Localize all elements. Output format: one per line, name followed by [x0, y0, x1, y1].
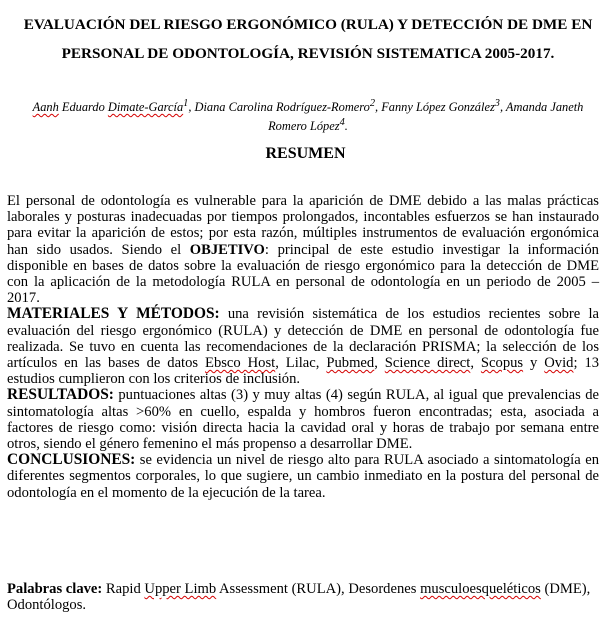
author-name: , Amanda Janeth Romero López: [268, 100, 584, 134]
methods-label: MATERIALES Y MÉTODOS:: [7, 305, 220, 323]
author-affiliation-mark: 4: [339, 117, 345, 129]
keywords-text: Rapid: [102, 581, 145, 597]
database-separator: ,: [374, 355, 385, 372]
conclusions-text: se evidencia un nivel de riesgo alto para RULA asociado a sintomatología en diferentes segmentos corporales, lo que sugiere, un cambio inmediato en la postura del personal de odontología en el momento de la ejecución de la tarea.: [7, 452, 599, 501]
database-name: Science direct: [384, 355, 471, 372]
methods-paragraph: [7, 306, 599, 387]
database-name: Ovid: [544, 355, 574, 372]
results-label: RESULTADOS:: [7, 386, 114, 404]
database-separator: ,: [470, 355, 481, 372]
author-surname: Dimate-García: [107, 100, 184, 115]
conclusions-paragraph: [7, 452, 599, 501]
methods-text: una revisión sistemática de los estudios recientes sobre la evaluación del riesgo ergonómico (RULA) y detección de DME en personal de odontología fue realizada. Se tuvo en cuenta las recomendaciones de la declaración PRISMA; la selección de los artículos en las bases de datos: [7, 306, 600, 372]
keywords-label: Palabras clave:: [7, 581, 103, 597]
abstract-body: [7, 193, 599, 501]
author-middle-name: Eduardo: [58, 100, 108, 115]
objective-label: OBJETIVO: [189, 241, 265, 258]
keyword-term: musculoesqueléticos: [420, 581, 541, 597]
abstract-heading: RESUMEN: [265, 145, 346, 162]
author-list: [24, 96, 592, 134]
author-first-name: Aanh: [32, 100, 59, 115]
results-text: puntuaciones altas (3) y muy altas (4) según RULA, al igual que prevalencias de sintomatología altas >60% en cuello, espalda y hombros fueron encontradas; esta, asociada a factores de riesgo como: visión directa hacia la cavidad oral y horas de trabajo por semana entre otros, siendo el género femenino el más propenso a desarrollar DME.: [7, 387, 599, 453]
database-separator: , Lilac,: [275, 355, 327, 372]
keywords-paragraph: [7, 581, 599, 613]
methods-text-end: ; 13 estudios cumplieron con los criterios de inclusión.: [7, 355, 600, 388]
database-name: Scopus: [480, 355, 524, 372]
database-separator: y: [523, 355, 545, 372]
keyword-term: Upper Limb: [144, 581, 217, 597]
author-list-end: .: [344, 119, 348, 134]
author-affiliation-mark: 1: [183, 98, 189, 109]
database-name: Ebsco Host: [205, 355, 276, 372]
author-name: , Diana Carolina Rodríguez-Romero: [188, 100, 370, 115]
abstract-intro-paragraph: [7, 193, 599, 306]
keywords-text: Assessment (RULA), Desordenes: [216, 581, 421, 597]
paper-title: EVALUACIÓN DEL RIESGO ERGONÓMICO (RULA) Y DETECCIÓN DE DME EN PERSONAL DE ODONTOLOGÍA, REVISIÓN SISTEMATICA 2005-2017.: [23, 16, 593, 62]
author-name: , Fanny López González: [375, 100, 495, 115]
objective-text: : principal de este estudio investigar la información disponible en bases de datos sobre la evaluación de riesgo ergonómico para la detección de DME con la aplicación de la metodología RULA en personal de odontología en un periodo de 2005 – 2017.: [7, 241, 599, 307]
author-affiliation-mark: 3: [494, 98, 500, 109]
author-affiliation-mark: 2: [369, 98, 375, 109]
intro-text: El personal de odontología es vulnerable para la aparición de DME debido a las malas prácticas laborales y posturas inadecuadas por tiempos prolongados, incontables esfuerzos se han instaurado para evitar la aparición de estos; por esta razón, múltiples instrumentos de evaluación ergonómica han sido usados. Siendo el: [7, 193, 599, 258]
results-paragraph: [7, 387, 599, 452]
database-name: Pubmed: [326, 355, 375, 372]
keywords-text: (DME), Odontólogos.: [7, 581, 591, 614]
conclusions-label: CONCLUSIONES:: [7, 451, 136, 469]
